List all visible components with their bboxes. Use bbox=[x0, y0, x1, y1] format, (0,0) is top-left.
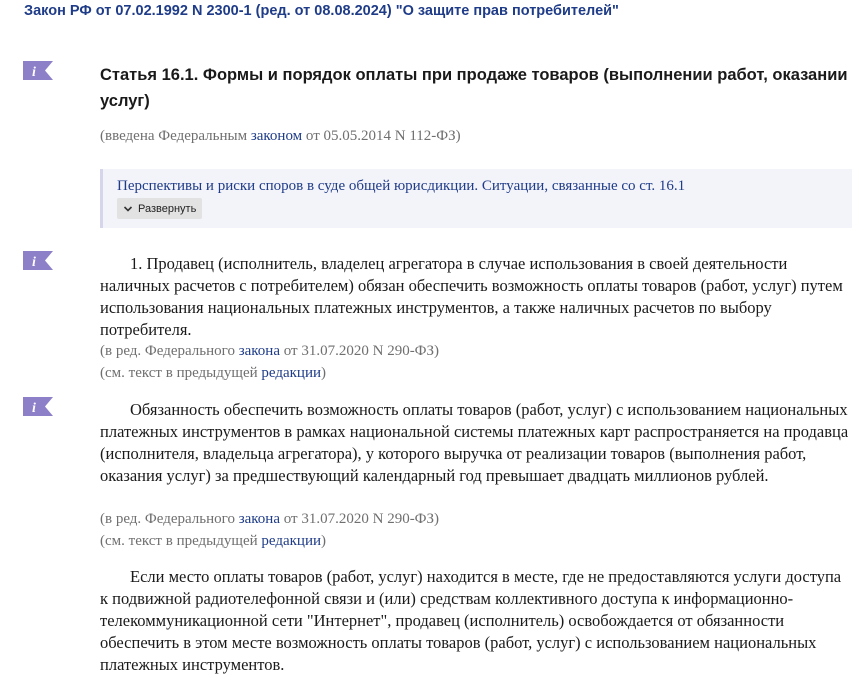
previous-edition-link[interactable]: редакции bbox=[261, 533, 322, 549]
info-icon[interactable] bbox=[23, 397, 53, 416]
previous-edition-link[interactable]: редакции bbox=[261, 365, 322, 381]
svg-text:i: i bbox=[32, 65, 36, 80]
paragraph-text: Если место оплаты товаров (работ, услуг) находится в месте, где не предоставляются услуги доступа к подвижной радиотелефонной связи и (или) средствам коллективного доступа к информационно-телекоммуникационной сети "Интернет", продавец (исполнитель) освобождается от обязанности обеспечить в этом месте возможность оплаты товаров (работ, услуг) с использованием национальных платежных инструментов. bbox=[100, 567, 842, 674]
expand-button[interactable] bbox=[117, 198, 202, 219]
disputes-callout bbox=[100, 169, 852, 228]
svg-text:i: i bbox=[32, 401, 36, 416]
edit-note: (в ред. Федерального закона от 31.07.2020 N 290-ФЗ) bbox=[100, 511, 440, 527]
paragraph-text: 1. Продавец (исполнитель, владелец агрегатора в случае использования в своей деятельности наличных расчетов с потребителем) обязан обеспечить возможность оплаты товаров (работ, услуг) путем использования национальных платежных инструментов, а также наличных расчетов по выбору потребителя. bbox=[100, 254, 843, 339]
svg-text:i: i bbox=[32, 255, 36, 270]
see-previous-note: (см. текст в предыдущей редакции) bbox=[100, 533, 327, 549]
law-link[interactable]: закона bbox=[238, 343, 280, 359]
law-link[interactable]: закона bbox=[238, 511, 280, 527]
info-icon[interactable] bbox=[23, 251, 53, 270]
paragraph-3 bbox=[100, 566, 852, 676]
see-previous-note: (см. текст в предыдущей редакции) bbox=[100, 365, 327, 381]
paragraph-1 bbox=[100, 253, 852, 341]
article-title: Статья 16.1. Формы и порядок оплаты при продаже товаров (выполнении работ, оказании услуг) bbox=[100, 66, 848, 110]
chevron-down-icon bbox=[121, 202, 135, 216]
edit-note: (в ред. Федерального закона от 31.07.2020 N 290-ФЗ) bbox=[100, 343, 440, 359]
paragraph-2 bbox=[100, 399, 852, 487]
info-icon[interactable] bbox=[23, 61, 53, 80]
callout-link[interactable]: Перспективы и риски споров в суде общей юрисдикции. Ситуации, связанные со ст. 16.1 bbox=[117, 178, 686, 194]
document-title[interactable]: Закон РФ от 07.02.1992 N 2300-1 (ред. от 08.08.2024) "О защите прав потребителей" bbox=[24, 3, 619, 19]
expand-button-label: Развернуть bbox=[138, 202, 197, 215]
paragraph-text: Обязанность обеспечить возможность оплаты товаров (работ, услуг) с использованием национальных платежных инструментов в рамках национальной системы платежных карт распространяется на продавца (исполнителя, владельца агрегатора), у которого выручка от реализации товаров (выполнения работ, оказания услуг) за предшествующий календарный год превышает двадцать миллионов рублей. bbox=[100, 400, 849, 485]
intro-note: (введена Федеральным законом от 05.05.2014 N 112-ФЗ) bbox=[100, 128, 461, 144]
law-link[interactable]: законом bbox=[250, 128, 303, 144]
